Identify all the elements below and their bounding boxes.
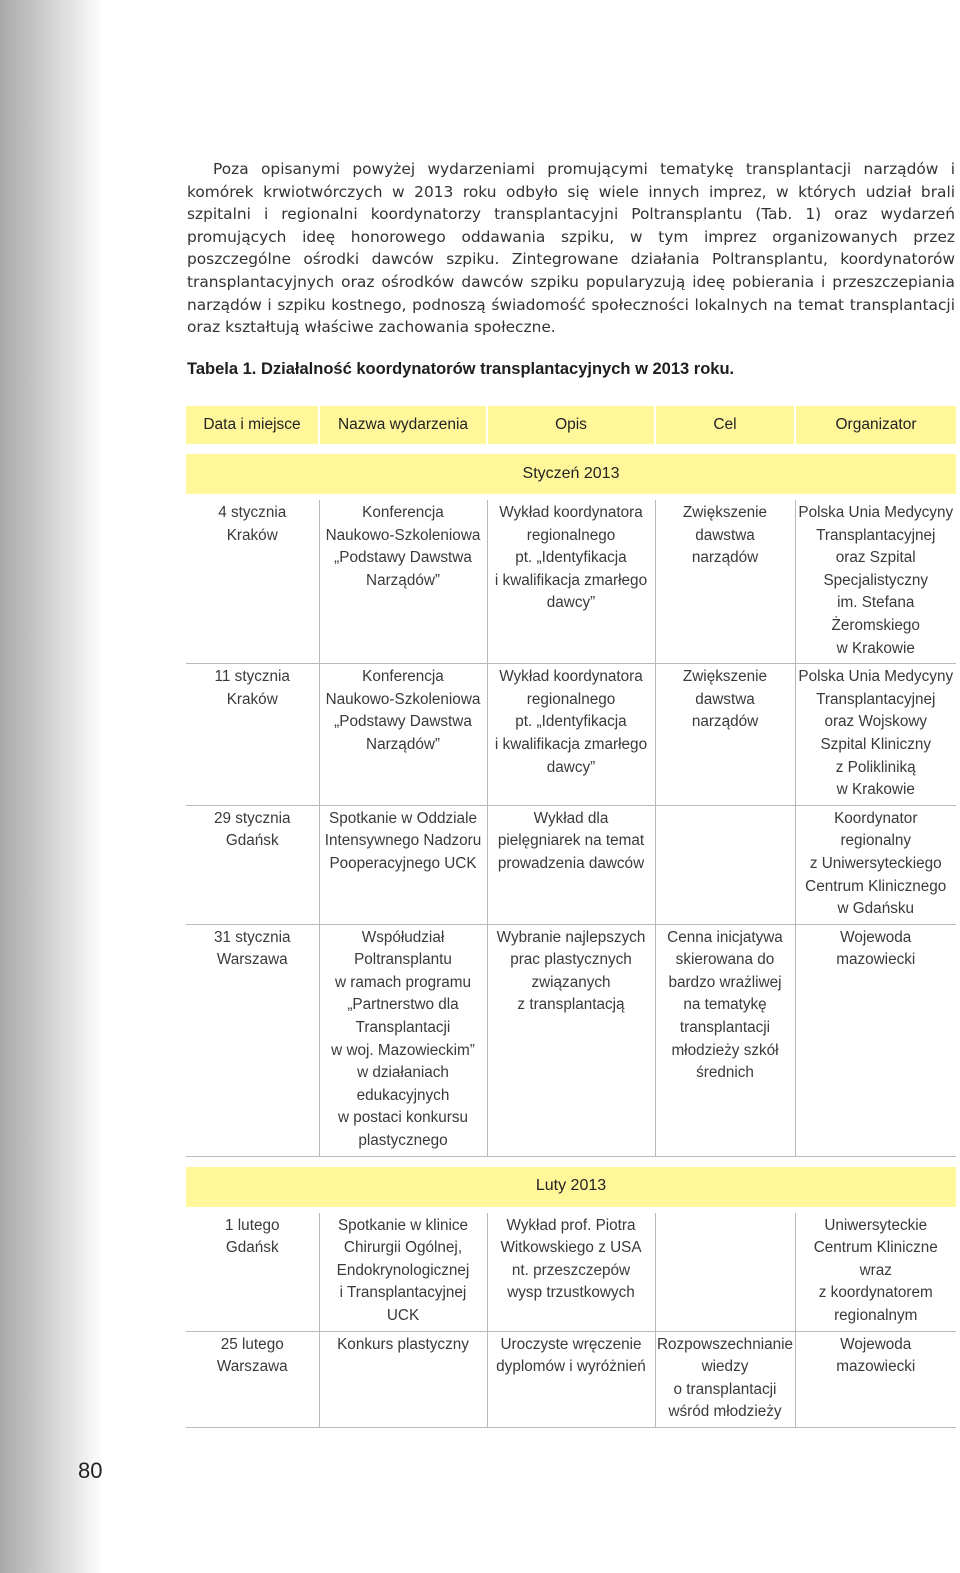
header-organizer: Organizator [795,406,956,444]
month-band-january [186,454,956,494]
cell-goal [655,1213,795,1331]
cell-date-place: 29 stycznia Gdańsk [186,805,319,924]
cell-organizer: Polska Unia Medycyny Transplantacyjnej oraz Wojskowy Szpital Kliniczny z Polikliniką w Krakowie [795,664,956,806]
cell-organizer: Wojewoda mazowiecki [795,1331,956,1427]
header-description: Opis [487,406,655,444]
page-number: 80 [78,1458,103,1483]
table-row [186,805,956,924]
cell-event-name: Współudział Poltransplantu w ramach programu „Partnerstwo dla Transplantacji w woj. Mazowieckim” w działaniach edukacyjnych w postaci konkursu plastycznego [319,924,487,1156]
table-row [186,664,956,806]
cell-event-name: Konkurs plastyczny [319,1331,487,1427]
cell-event-name: Konferencja Naukowo-Szkoleniowa „Podstawy Dawstwa Narządów” [319,500,487,664]
page-side-band [0,0,104,1573]
table-header-row [186,406,956,444]
table-row [186,924,956,1156]
intro-paragraph: Poza opisanymi powyżej wydarzeniami promującymi tematykę transplantacji narządów i komórek krwiotwórczych w 2013 roku odbyło się wiele innych imprez, w których udział brali szpitalni i regionalni koordynatorzy transplantacyjni Poltransplantu (Tab. 1) oraz wydarzeń promujących ideę honorowego oddawania szpiku, w tym imprez organizowanych przez poszczególne ośrodki dawców szpiku. Zintegrowane działania Poltransplantu, koordynatorów transplantacyjnych oraz ośrodków dawców szpiku popularyzują ideę pobierania i przeszczepiania narządów i szpiku kostnego, podnoszą świadomość społeczności lokalnych na temat transplantacji oraz kształtują właściwe zachowania społeczne. [187,160,955,337]
month-band-february [186,1167,956,1207]
header-goal: Cel [655,406,795,444]
cell-date-place: 4 stycznia Kraków [186,500,319,664]
cell-goal [655,805,795,924]
header-date-place: Data i miejsce [186,406,319,444]
cell-goal: Cenna inicjatywa skierowana do bardzo wrażliwej na tematykę transplantacji młodzieży szkół średnich [655,924,795,1156]
cell-date-place: 1 lutego Gdańsk [186,1213,319,1331]
events-table [186,406,956,1428]
cell-date-place: 25 lutego Warszawa [186,1331,319,1427]
cell-description: Wybranie najlepszych prac plastycznych związanych z transplantacją [487,924,655,1156]
cell-description: Uroczyste wręczenie dyplomów i wyróżnień [487,1331,655,1427]
cell-organizer: Uniwersyteckie Centrum Kliniczne wraz z koordynatorem regionalnym [795,1213,956,1331]
cell-organizer: Polska Unia Medycyny Transplantacyjnej oraz Szpital Specjalistyczny im. Stefana Żeromskiego w Krakowie [795,500,956,664]
cell-event-name: Spotkanie w klinice Chirurgii Ogólnej, Endokrynologicznej i Transplantacyjnej UCK [319,1213,487,1331]
cell-organizer: Koordynator regionalny z Uniwersyteckiego Centrum Klinicznego w Gdańsku [795,805,956,924]
header-event-name: Nazwa wydarzenia [319,406,487,444]
cell-description: Wykład koordynatora regionalnego pt. „Identyfikacja i kwalifikacja zmarłego dawcy” [487,664,655,806]
cell-date-place: 11 stycznia Kraków [186,664,319,806]
cell-goal: Zwiększenie dawstwa narządów [655,500,795,664]
month-label: Styczeń 2013 [186,454,956,494]
cell-description: Wykład dla pielęgniarek na temat prowadzenia dawców [487,805,655,924]
cell-description: Wykład prof. Piotra Witkowskiego z USA nt. przeszczepów wysp trzustkowych [487,1213,655,1331]
cell-event-name: Konferencja Naukowo-Szkoleniowa „Podstawy Dawstwa Narządów” [319,664,487,806]
cell-description: Wykład koordynatora regionalnego pt. „Identyfikacja i kwalifikacja zmarłego dawcy” [487,500,655,664]
month-label: Luty 2013 [186,1167,956,1207]
table-row [186,1213,956,1331]
cell-date-place: 31 stycznia Warszawa [186,924,319,1156]
table-row [186,1331,956,1427]
cell-goal: Rozpowszechnianie wiedzy o transplantacji wśród młodzieży [655,1331,795,1427]
cell-goal: Zwiększenie dawstwa narządów [655,664,795,806]
table-row [186,500,956,664]
cell-event-name: Spotkanie w Oddziale Intensywnego Nadzoru Pooperacyjnego UCK [319,805,487,924]
cell-organizer: Wojewoda mazowiecki [795,924,956,1156]
table-title: Tabela 1. Działalność koordynatorów transplantacyjnych w 2013 roku. [187,360,735,378]
